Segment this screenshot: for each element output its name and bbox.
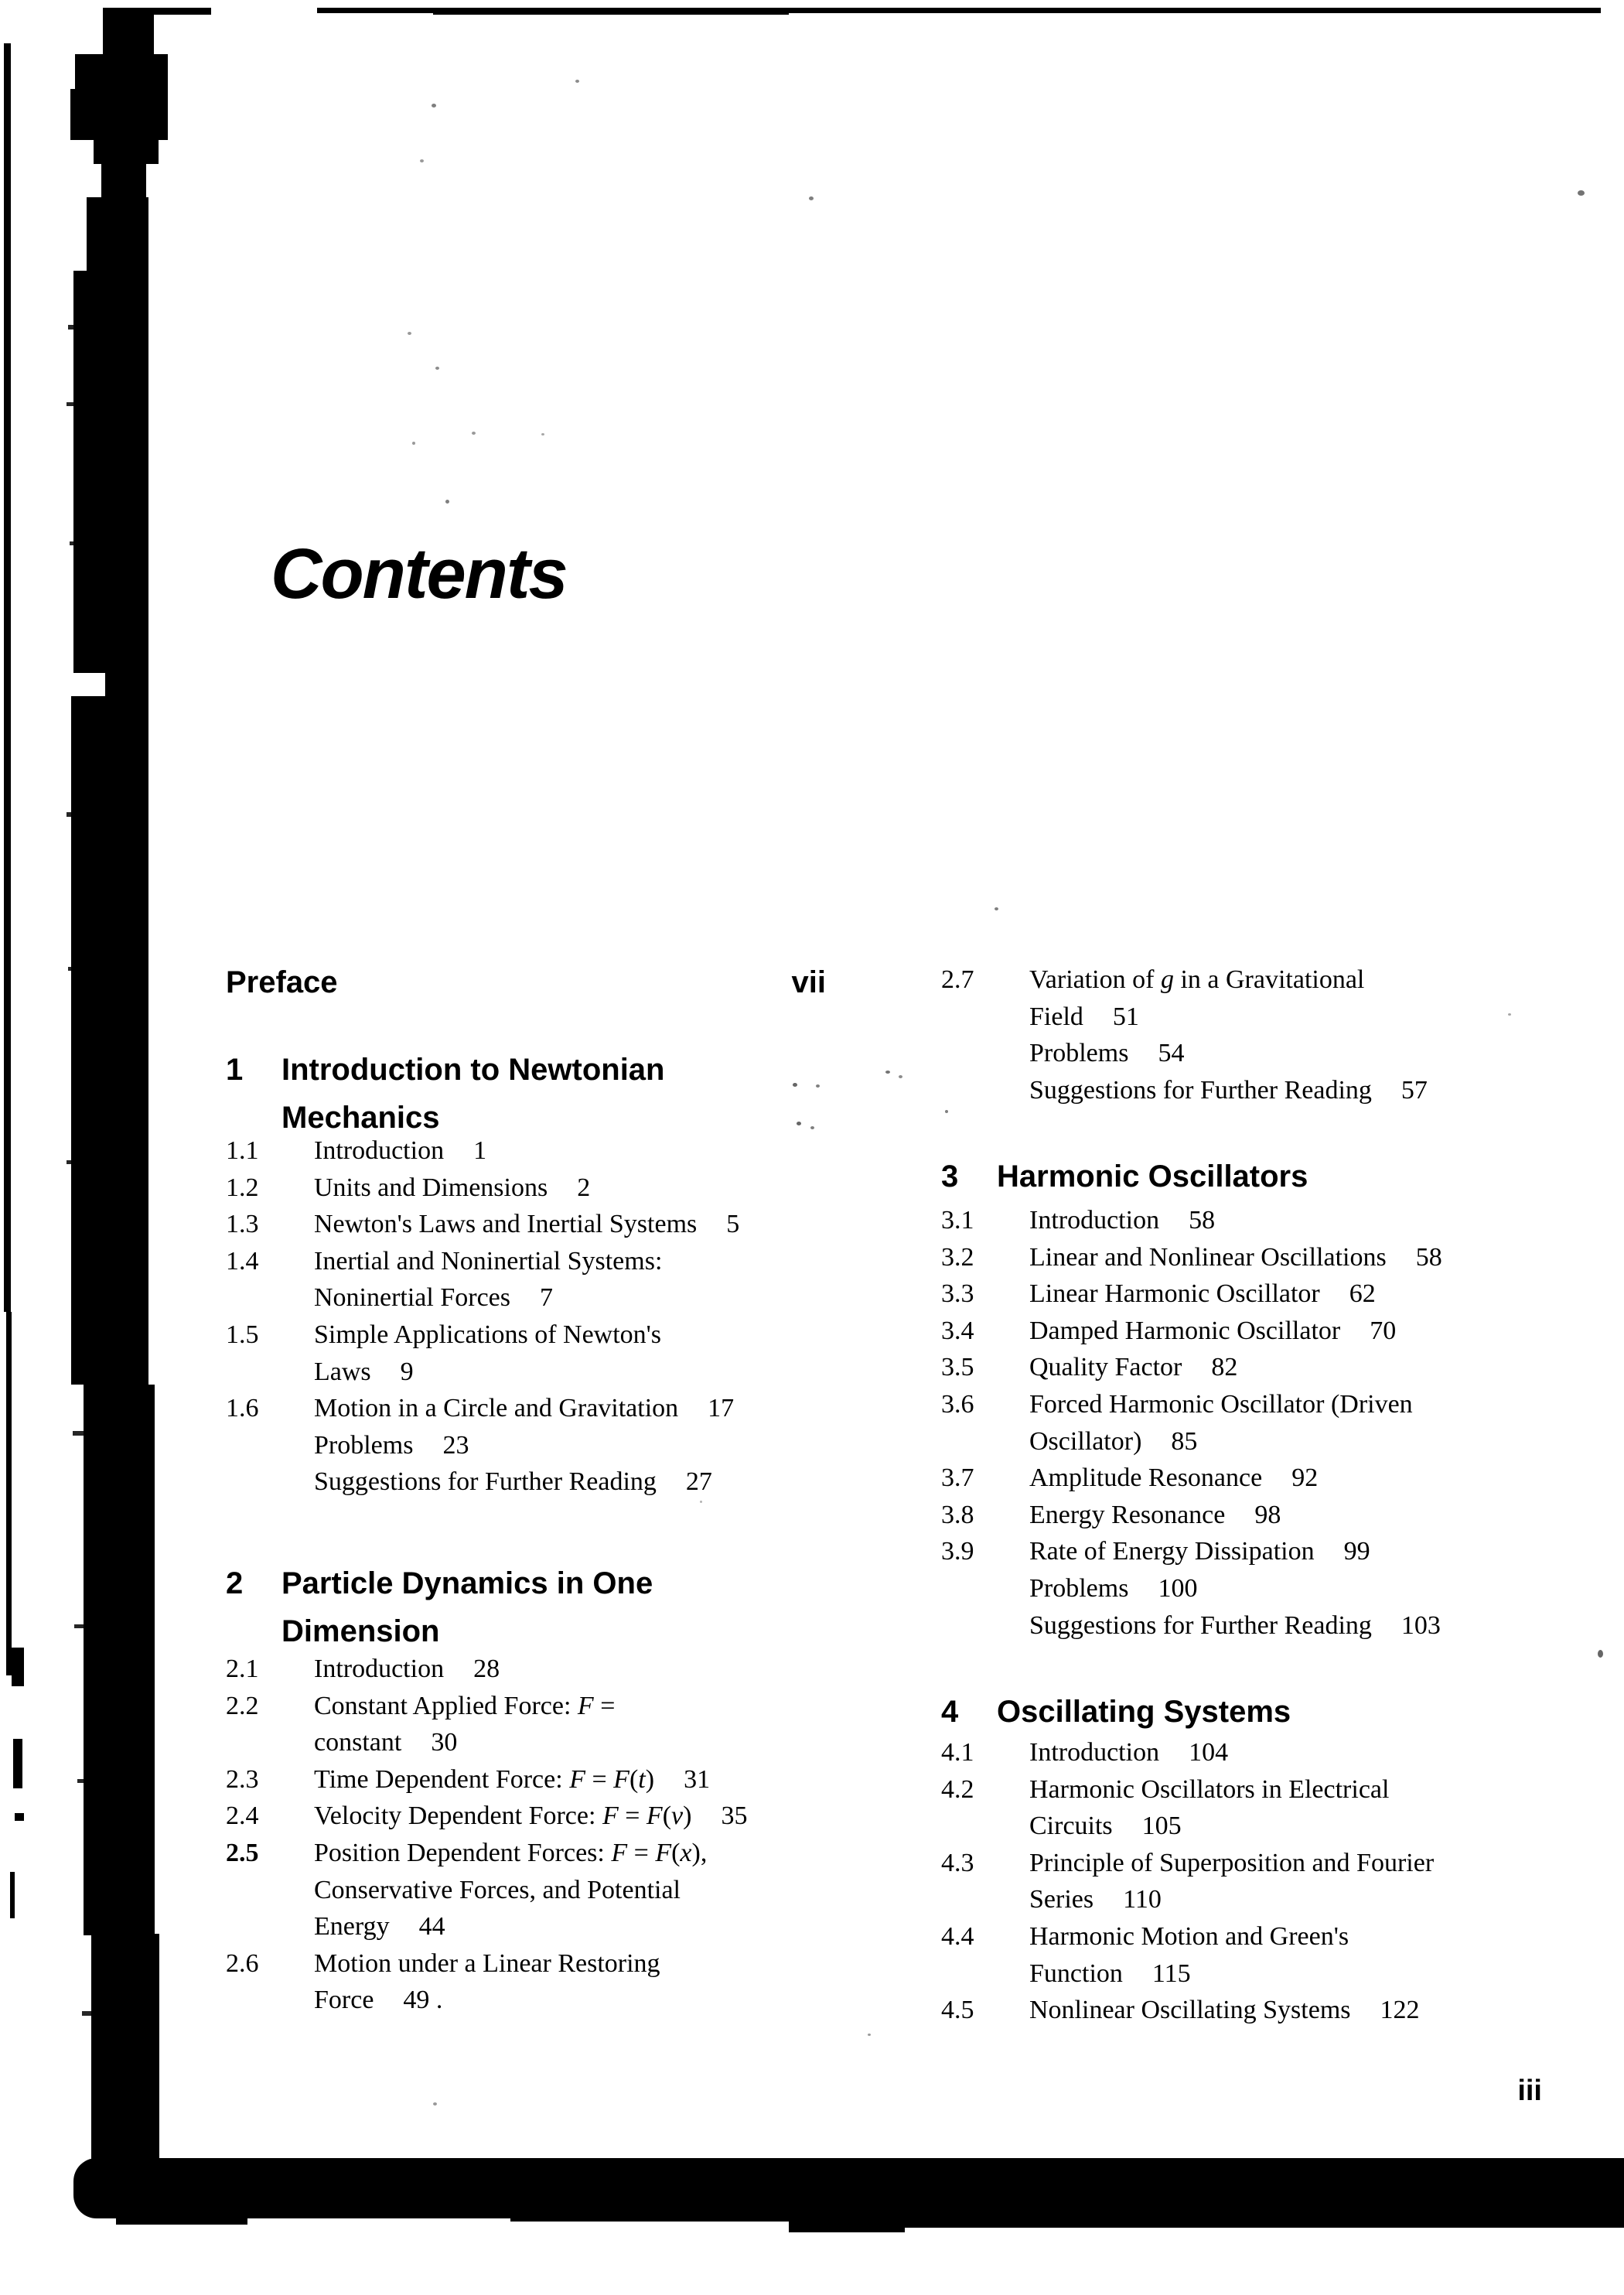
toc-entry — [941, 999, 1428, 1036]
entry-number: 2.2 — [226, 1691, 259, 1720]
entry-title: Nonlinear Oscillating Systems — [1029, 1996, 1351, 2025]
entry-title: Introduction — [1029, 1738, 1160, 1767]
entry-title: Energy — [314, 1912, 390, 1942]
entry-title: Time Dependent Force: F = F(t) — [314, 1764, 655, 1794]
entry-title: Problems — [314, 1430, 414, 1460]
entry-title: constant — [314, 1728, 402, 1757]
entry-title: Oscillator) — [1029, 1426, 1142, 1456]
chapter-4-entries — [941, 1734, 1434, 2029]
chapter-3-heading — [941, 1153, 1308, 1200]
entry-title: Inertial and Noninertial Systems: — [314, 1246, 663, 1276]
toc-entry — [941, 1349, 1442, 1386]
toc-entry — [226, 1724, 747, 1761]
entry-page: 23 — [442, 1430, 469, 1460]
entry-title: Principle of Superposition and Fourier — [1029, 1848, 1435, 1877]
entry-page: 104 — [1189, 1738, 1229, 1767]
chapter-title: Introduction to Newtonian Mechanics — [281, 1053, 665, 1135]
entry-title: Linear Harmonic Oscillator — [1029, 1279, 1320, 1309]
entry-page: 99 — [1343, 1537, 1370, 1566]
entry-number: 3.8 — [941, 1500, 974, 1529]
entry-title: Suggestions for Further Reading — [1029, 1075, 1372, 1105]
toc-entry — [941, 1035, 1428, 1072]
entry-title: Suggestions for Further Reading — [314, 1467, 657, 1497]
entry-title: Series — [1029, 1885, 1094, 1914]
entry-title: Harmonic Motion and Green's — [1029, 1921, 1349, 1951]
entry-page: 54 — [1158, 1039, 1185, 1068]
entry-number: 2.7 — [941, 965, 974, 994]
entry-page: 5 — [726, 1210, 740, 1239]
entry-number: 4.4 — [941, 1921, 974, 1951]
chapter-number: 2 — [226, 1566, 244, 1600]
entry-title: Harmonic Oscillators in Electrical — [1029, 1774, 1390, 1804]
toc-entry — [941, 1533, 1442, 1570]
toc-entry — [941, 1918, 1434, 1955]
entry-page: 100 — [1158, 1573, 1198, 1603]
preface-row — [226, 965, 826, 1000]
entry-title: Introduction — [314, 1655, 445, 1683]
entry-title: Force — [314, 1986, 374, 2015]
toc-entry — [226, 1688, 747, 1725]
toc-entry — [941, 1570, 1442, 1607]
toc-entry — [226, 1279, 739, 1317]
entry-title: Variation of g in a Gravitational — [1029, 965, 1365, 994]
entry-title: Forced Harmonic Oscillator (Driven — [1029, 1389, 1413, 1419]
entry-page: 49 . — [403, 1986, 443, 2015]
chapter-title: Particle Dynamics in One Dimension — [281, 1566, 653, 1648]
toc-entry — [226, 1317, 739, 1354]
toc-entry — [941, 1771, 1434, 1808]
entry-page: 51 — [1112, 1002, 1139, 1031]
toc-entry — [226, 1798, 747, 1835]
entry-page: 105 — [1141, 1812, 1182, 1841]
entry-number: 1.4 — [226, 1246, 259, 1276]
toc-entry — [941, 1955, 1434, 1993]
entry-title: Problems — [1029, 1573, 1129, 1603]
entry-title: Function — [1029, 1959, 1123, 1988]
entry-page: 70 — [1370, 1316, 1397, 1345]
entry-title: Conservative Forces, and Potential — [314, 1875, 681, 1904]
toc-entry — [941, 1992, 1434, 2029]
entry-page: 7 — [540, 1283, 553, 1313]
entry-page: 115 — [1151, 1959, 1191, 1988]
entry-page: 58 — [1415, 1242, 1442, 1272]
chapter-2-entries — [226, 1651, 747, 2019]
entry-page: 62 — [1349, 1279, 1376, 1309]
chapter-2-heading — [226, 1559, 653, 1655]
entry-number: 3.9 — [941, 1537, 974, 1566]
entry-title: Laws — [314, 1357, 371, 1386]
entry-page: 57 — [1401, 1075, 1428, 1105]
entry-number: 2.6 — [226, 1948, 259, 1978]
entry-title: Newton's Laws and Inertial Systems — [314, 1210, 698, 1239]
entry-title: Rate of Energy Dissipation — [1029, 1537, 1315, 1566]
entry-number: 1.6 — [226, 1394, 259, 1423]
preface-label: Preface — [226, 965, 338, 999]
entry-title: Linear and Nonlinear Oscillations — [1029, 1242, 1387, 1272]
entry-number: 4.2 — [941, 1774, 974, 1804]
entry-title: Introduction — [314, 1136, 445, 1165]
entry-number: 3.4 — [941, 1316, 974, 1345]
entry-title: Quality Factor — [1029, 1353, 1182, 1382]
entry-number: 3.1 — [941, 1206, 974, 1235]
page-title: Contents — [271, 534, 567, 613]
entry-page: 110 — [1123, 1885, 1162, 1914]
entry-page: 103 — [1401, 1610, 1441, 1640]
toc-entry — [226, 1872, 747, 1909]
entry-title: Introduction — [1029, 1206, 1160, 1235]
entry-title: Simple Applications of Newton's — [314, 1320, 662, 1349]
toc-entry — [226, 1132, 739, 1170]
entry-title: Constant Applied Force: F = — [314, 1691, 616, 1720]
preface-page-number: vii — [791, 965, 826, 999]
entry-number: 4.3 — [941, 1848, 974, 1877]
toc-entry — [226, 1463, 739, 1501]
toc-entry — [226, 1243, 739, 1280]
entry-number: 1.3 — [226, 1210, 259, 1239]
entry-page: 98 — [1254, 1500, 1281, 1529]
toc-entry — [941, 1423, 1442, 1460]
toc-entry — [941, 1386, 1442, 1423]
entry-page: 30 — [431, 1728, 458, 1757]
entry-page: 28 — [473, 1655, 500, 1683]
entry-number: 1.2 — [226, 1173, 259, 1202]
toc-entry — [226, 1651, 747, 1688]
entry-title: Motion under a Linear Restoring — [314, 1948, 660, 1978]
entry-page: 17 — [708, 1394, 735, 1423]
entry-title: Motion in a Circle and Gravitation — [314, 1394, 679, 1423]
entry-page: 35 — [721, 1802, 748, 1831]
chapter-number: 3 — [941, 1159, 959, 1194]
entry-number: 3.7 — [941, 1463, 974, 1493]
toc-entry — [226, 1206, 739, 1243]
entry-number: 1.5 — [226, 1320, 259, 1349]
entry-number: 3.2 — [941, 1242, 974, 1272]
toc-entry — [226, 1354, 739, 1391]
toc-entry — [941, 1497, 1442, 1534]
entry-page: 1 — [473, 1136, 487, 1165]
entry-title: Velocity Dependent Force: F = F(v) — [314, 1802, 692, 1831]
toc-entry — [226, 1945, 747, 1983]
entry-title: Amplitude Resonance — [1029, 1463, 1263, 1493]
entry-title: Energy Resonance — [1029, 1500, 1226, 1529]
toc-entry — [226, 1835, 747, 1872]
entry-page: 122 — [1380, 1996, 1420, 2025]
toc-entry — [226, 1427, 739, 1464]
toc-entry — [941, 1460, 1442, 1497]
chapter-3-entries — [941, 1202, 1442, 1644]
entry-page: 9 — [400, 1357, 414, 1386]
chapter-number: 1 — [226, 1053, 244, 1087]
toc-entry — [941, 1845, 1434, 1882]
toc-entry — [226, 1908, 747, 1945]
entry-number: 3.5 — [941, 1353, 974, 1382]
toc-entry — [941, 1313, 1442, 1350]
entry-number: 3.3 — [941, 1279, 974, 1309]
entry-number: 4.1 — [941, 1738, 974, 1767]
toc-entry — [941, 1239, 1442, 1276]
entry-title: Position Dependent Forces: F = F(x), — [314, 1838, 708, 1867]
entry-number: 2.5 — [226, 1838, 259, 1867]
entry-page: 44 — [418, 1912, 445, 1942]
entry-number: 2.4 — [226, 1802, 259, 1831]
toc-entry — [941, 1734, 1434, 1771]
entry-page: 2 — [577, 1173, 591, 1202]
toc-entry — [941, 1808, 1434, 1845]
chapter-1-heading — [226, 1046, 665, 1142]
toc-entry — [941, 1276, 1442, 1313]
entry-page: 31 — [684, 1764, 711, 1794]
entry-title: Field — [1029, 1002, 1083, 1031]
toc-entry — [941, 1607, 1442, 1644]
entry-page: 27 — [685, 1467, 712, 1497]
toc-entry — [941, 1202, 1442, 1239]
entry-title: Circuits — [1029, 1812, 1113, 1841]
toc-entry — [941, 1072, 1428, 1109]
entry-page: 82 — [1211, 1353, 1238, 1382]
entry-number: 2.1 — [226, 1655, 259, 1683]
entry-number: 4.5 — [941, 1996, 974, 2025]
entry-title: Damped Harmonic Oscillator — [1029, 1316, 1341, 1345]
toc-entry — [941, 1881, 1434, 1918]
entry-title: Suggestions for Further Reading — [1029, 1610, 1372, 1640]
entry-title: Problems — [1029, 1039, 1129, 1068]
toc-entry — [226, 1170, 739, 1207]
entry-number: 2.3 — [226, 1764, 259, 1794]
toc-entry — [941, 961, 1428, 999]
page-number: iii — [1517, 2075, 1542, 2107]
toc-entry — [226, 1982, 747, 2019]
entry-number: 1.1 — [226, 1136, 259, 1165]
entry-page: 85 — [1171, 1426, 1198, 1456]
chapter-2-continued-entries — [941, 961, 1428, 1108]
entry-number: 3.6 — [941, 1389, 974, 1419]
chapter-title: Oscillating Systems — [997, 1695, 1291, 1729]
chapter-1-entries — [226, 1132, 739, 1501]
chapter-title: Harmonic Oscillators — [997, 1159, 1308, 1194]
chapter-4-heading — [941, 1688, 1291, 1736]
entry-page: 92 — [1291, 1463, 1319, 1493]
chapter-number: 4 — [941, 1695, 959, 1729]
entry-title: Noninertial Forces — [314, 1283, 510, 1313]
entry-page: 58 — [1189, 1206, 1216, 1235]
toc-entry — [226, 1390, 739, 1427]
entry-title: Units and Dimensions — [314, 1173, 548, 1202]
toc-entry — [226, 1761, 747, 1798]
